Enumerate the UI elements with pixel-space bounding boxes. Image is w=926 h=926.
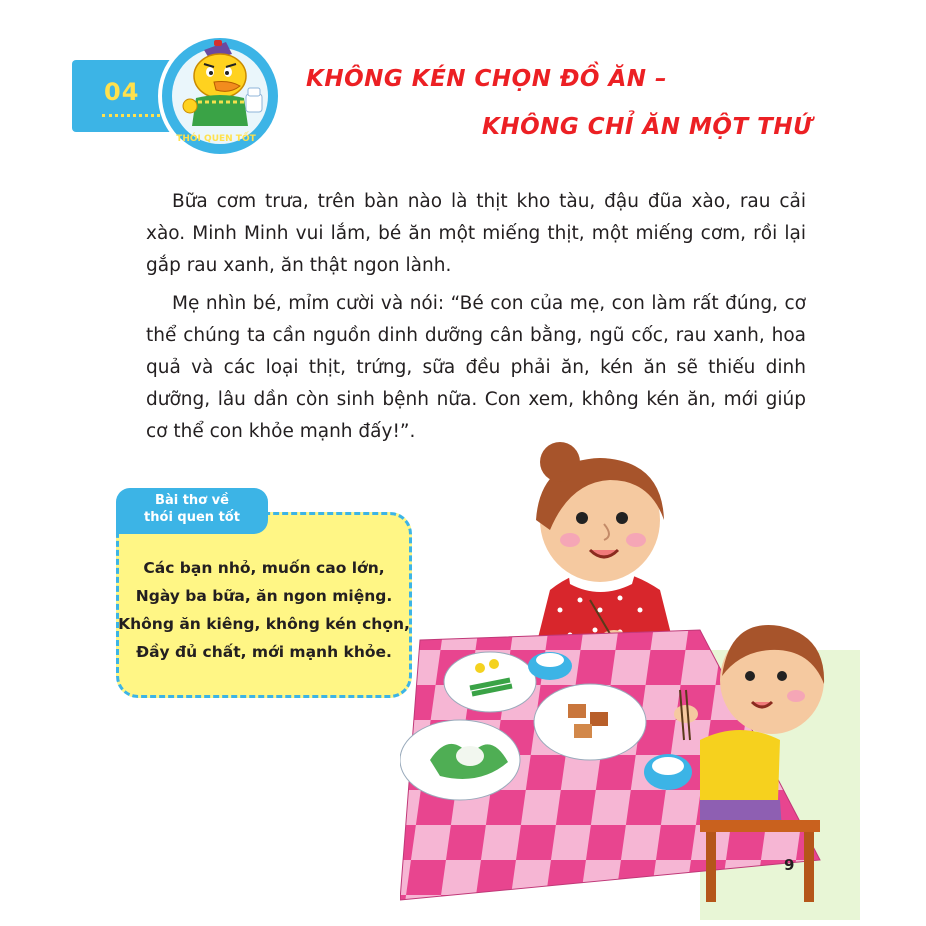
poem-tab-label <box>116 492 268 526</box>
page-number: 9 <box>784 856 795 874</box>
story-paragraph: Bữa cơm trưa, trên bàn nào là thịt kho tàu, đậu đũa xào, rau cải xào. Minh Minh vui lắm, bé ăn một miếng thịt, một miếng cơm, rồi lại gắp rau xanh, ăn thật ngon lành. <box>146 191 806 276</box>
poem-line: Đầy đủ chất, mới mạnh khỏe. <box>136 643 392 661</box>
poem-tab-line: thói quen tốt <box>144 510 240 525</box>
poem-text <box>116 554 412 666</box>
page-title-line2: KHÔNG CHỈ ĂN MỘT THỨ <box>482 114 813 140</box>
poem-line: Ngày ba bữa, ăn ngon miệng. <box>135 587 393 605</box>
story-paragraph: Mẹ nhìn bé, mỉm cười và nói: “Bé con của mẹ, con làm rất đúng, cơ thể chúng ta cần nguồn dinh dưỡng cân bằng, ngũ cốc, rau xanh, hoa quả và các loại thịt, trứng, sữa đều phải ăn, kén ăn sẽ thiếu dinh dưỡng, lâu dần còn sinh bệnh nữa. Con xem, không kén ăn, mới giúp cơ thể con khỏe mạnh đấy!”. <box>146 293 806 442</box>
page-title-line1: KHÔNG KÉN CHỌN ĐỒ ĂN – <box>306 66 668 92</box>
poem-line: Các bạn nhỏ, muốn cao lớn, <box>143 559 385 577</box>
poem-line: Không ăn kiêng, không kén chọn, <box>118 615 410 633</box>
duck-mascot-icon <box>174 36 266 132</box>
badge-label: THÓI QUEN TỐT <box>176 134 256 144</box>
family-meal-illustration <box>400 440 860 920</box>
chapter-number: 04 <box>104 78 140 106</box>
poem-tab-line: Bài thơ về <box>155 493 229 508</box>
story-text <box>146 186 806 448</box>
